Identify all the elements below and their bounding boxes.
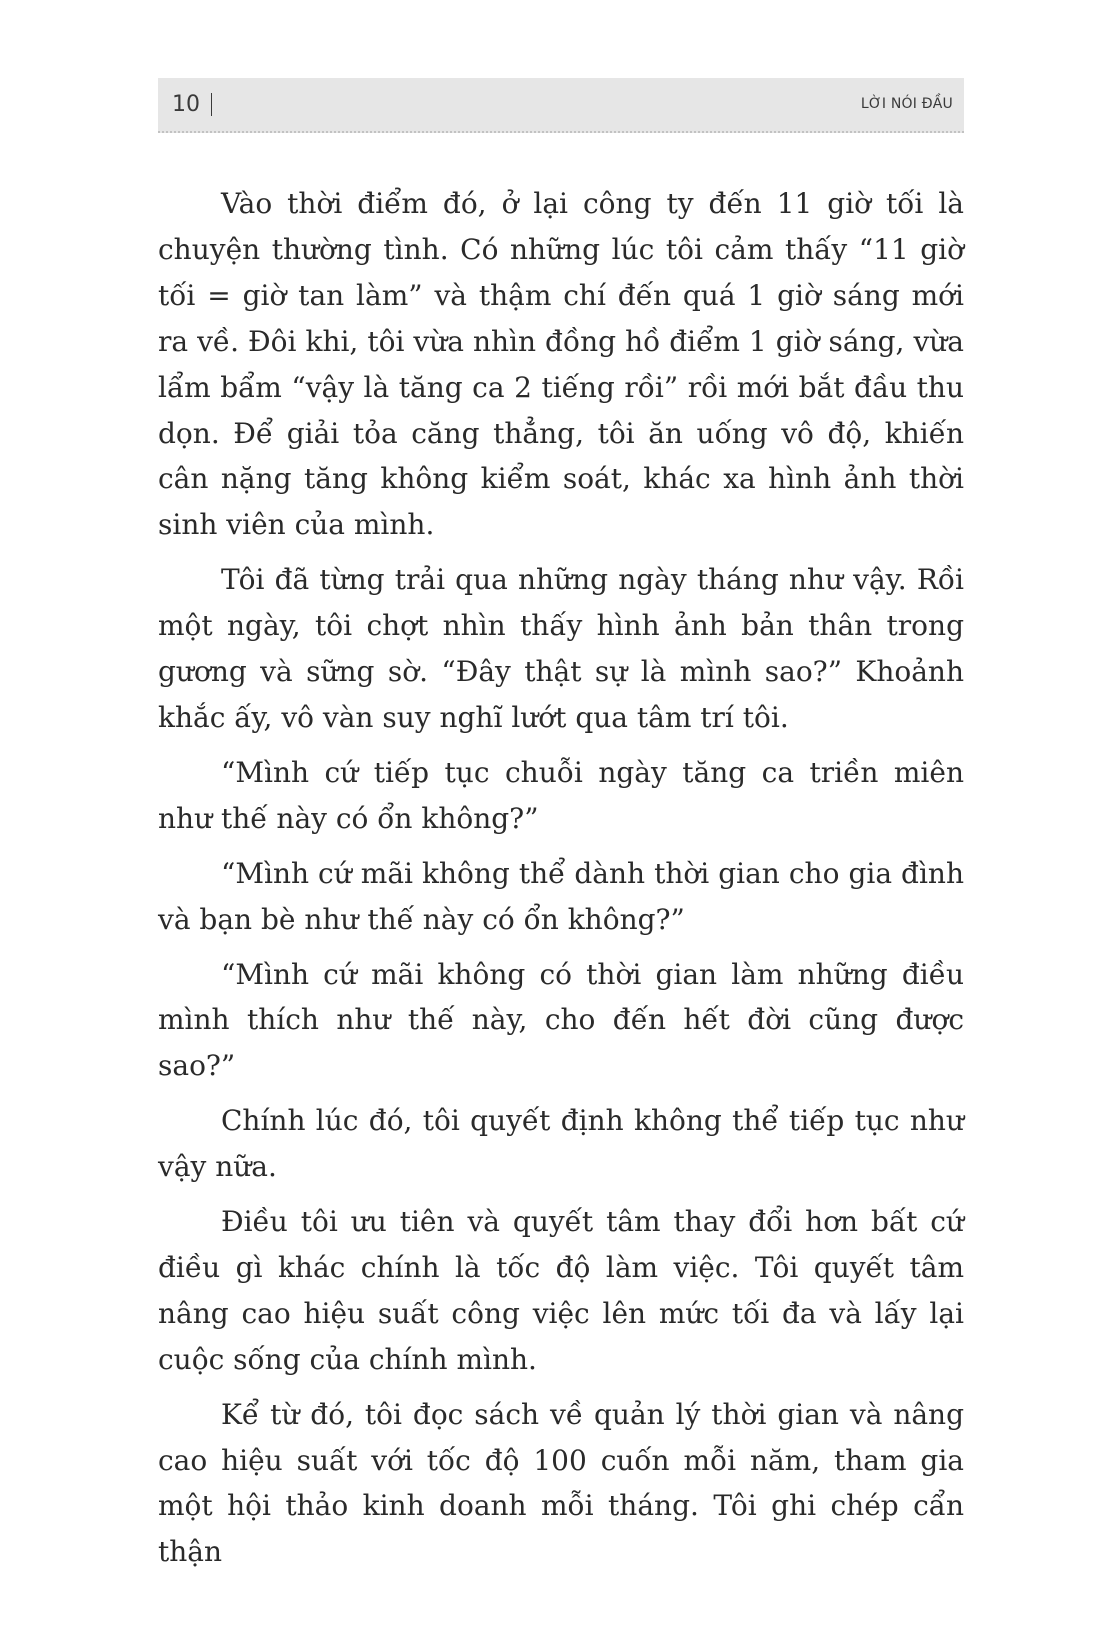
- page-body: [158, 181, 964, 1584]
- header-divider: [211, 93, 212, 116]
- paragraph: Điều tôi ưu tiên và quyết tâm thay đổi hơn bất cứ điều gì khác chính là tốc độ làm việc. Tôi quyết tâm nâng cao hiệu suất công việc lên mức tối đa và lấy lại cuộc sống của chính mình.: [158, 1205, 964, 1376]
- paragraph: “Mình cứ mãi không thể dành thời gian cho gia đình và bạn bè như thế này có ổn không?”: [158, 856, 964, 936]
- paragraph: Vào thời điểm đó, ở lại công ty đến 11 giờ tối là chuyện thường tình. Có những lúc tôi cảm thấy “11 giờ tối = giờ tan làm” và thậm chí đến quá 1 giờ sáng mới ra về. Đôi khi, tôi vừa nhìn đồng hồ điểm 1 giờ sáng, vừa lẩm bẩm “vậy là tăng ca 2 tiếng rồi” rồi mới bắt đầu thu dọn. Để giải tỏa căng thẳng, tôi ăn uống vô độ, khiến cân nặng tăng không kiểm soát, khác xa hình ảnh thời sinh viên của mình.: [158, 187, 964, 542]
- page-header: [158, 78, 964, 133]
- page-number: 10: [172, 92, 200, 117]
- chapter-title: LỜI NÓI ĐẦU: [860, 96, 953, 112]
- paragraph: “Mình cứ tiếp tục chuỗi ngày tăng ca triền miên như thế này có ổn không?”: [158, 755, 964, 835]
- paragraph: “Mình cứ mãi không có thời gian làm những điều mình thích như thế này, cho đến hết đời cũng được sao?”: [158, 957, 964, 1083]
- paragraph: Chính lúc đó, tôi quyết định không thể tiếp tục như vậy nữa.: [158, 1104, 964, 1184]
- paragraph: Kể từ đó, tôi đọc sách về quản lý thời gian và nâng cao hiệu suất với tốc độ 100 cuốn mỗi năm, tham gia một hội thảo kinh doanh mỗi tháng. Tôi ghi chép cẩn thận: [158, 1397, 964, 1569]
- paragraph: Tôi đã từng trải qua những ngày tháng như vậy. Rồi một ngày, tôi chợt nhìn thấy hình ảnh bản thân trong gương và sững sờ. “Đây thật sự là mình sao?” Khoảnh khắc ấy, vô vàn suy nghĩ lướt qua tâm trí tôi.: [158, 563, 964, 734]
